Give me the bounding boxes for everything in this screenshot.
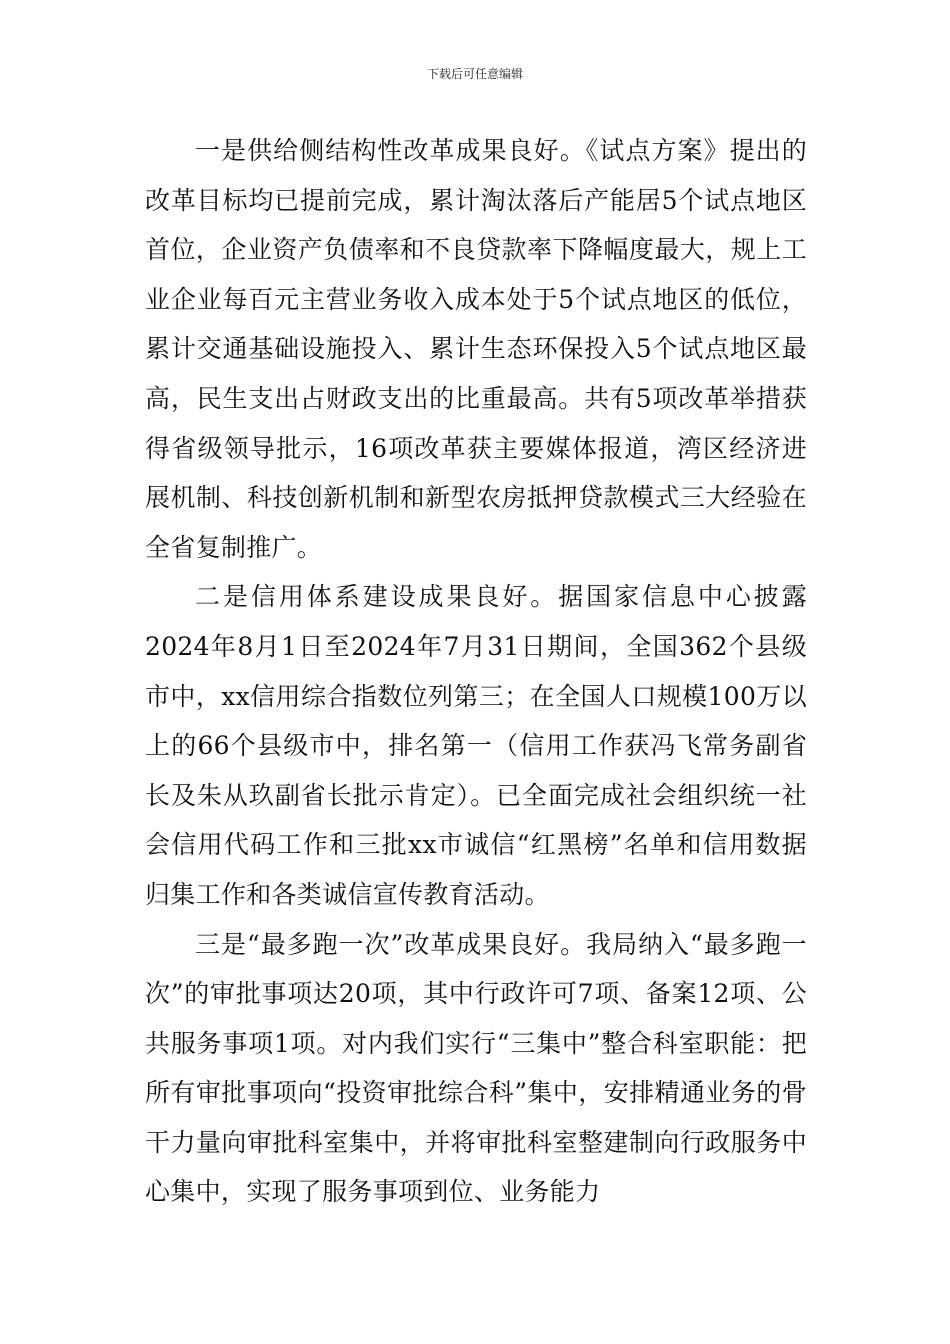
page-header: 下载后可任意编辑 xyxy=(426,67,523,81)
paragraph-credit-system: 二是信用体系建设成果良好。据国家信息中心披露2024年8月1日至2024年7月31日期间，全国362个县级市中，xx信用综合指数位列第三；在全国人口规模100万以上的66个县级市中，排名第一（信用工作获冯飞常务副省长及朱从玖副省长批示肯定）。已全面完成社会组织统一社会信用代码工作和三批xx市诚信“红黑榜”名单和信用数据归集工作和各类诚信宣传教育活动。 xyxy=(145,582,807,909)
paragraph-one-visit-reform: 三是“最多跑一次”改革成果良好。我局纳入“最多跑一次”的审批事项达20项，其中行政许可7项、备案12项、公共服务事项1项。对内我们实行“三集中”整合科室职能：把所有审批事项向“投资审批综合科”集中，安排精通业务的骨干力量向审批科室集中，并将审批科室整建制向行政服务中心集中，实现了服务事项到位、业务能力 xyxy=(145,929,807,1207)
document-body xyxy=(145,126,807,1217)
paragraph-supply-side-reform: 一是供给侧结构性改革成果良好。《试点方案》提出的改革目标均已提前完成，累计淘汰落后产能居5个试点地区首位，企业资产负债率和不良贷款率下降幅度最大，规上工业企业每百元主营业务收入成本处于5个试点地区的低位，累计交通基础设施投入、累计生态环保投入5个试点地区最高，民生支出占财政支出的比重最高。共有5项改革举措获得省级领导批示，16项改革获主要媒体报道，湾区经济进展机制、科技创新机制和新型农房抵押贷款模式三大经验在全省复制推广。 xyxy=(145,136,807,562)
